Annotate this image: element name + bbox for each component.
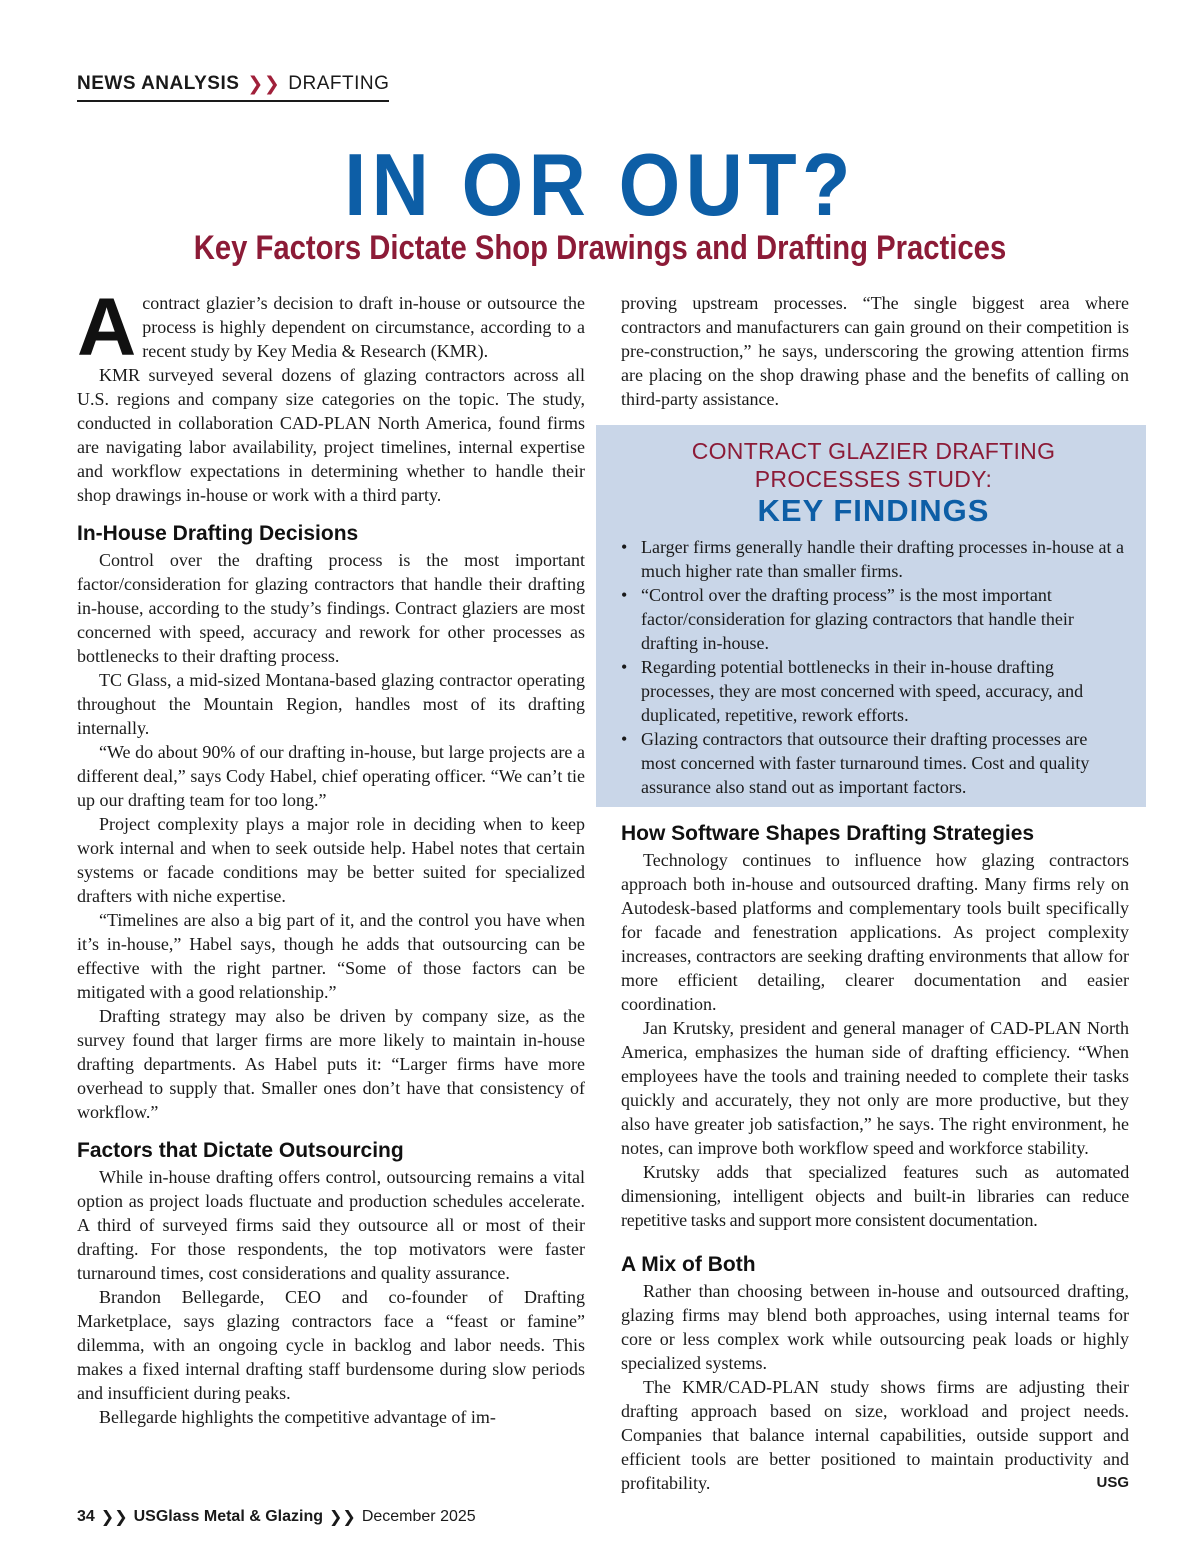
list-item: • Larger firms generally handle their drafting processes in-house at a much higher rate than smaller firms. <box>621 535 1126 583</box>
subheading-in-house: In-House Drafting Decisions <box>77 522 359 545</box>
subheading-outsourcing: Factors that Dictate Outsourcing <box>77 1139 404 1162</box>
body-paragraph: Technology continues to influence how glazing contractors approach both in-house and outsourced drafting. Many firms rely on Autodesk-based platforms and complementary tools built specifically for facade and fenestration applications. As project complexity increases, contractors are seeking drafting environments that allow for more efficient detailing, clearer documentation and easier coordination. <box>621 850 1129 1014</box>
double-chevron-icon: ❯❯ <box>100 1509 128 1526</box>
page-number: 34 <box>77 1508 95 1525</box>
author-signature: USG <box>1096 1474 1129 1491</box>
sidebar-kicker: CONTRACT GLAZIER DRAFTING PROCESSES STUDY: <box>691 438 1056 492</box>
body-paragraph: Project complexity plays a major role in deciding when to keep work internal and when to seek outside help. Habel notes that certain systems or facade conditions may be better suited for specialized drafters with niche expertise. <box>77 814 585 906</box>
body-paragraph: Brandon Bellegarde, CEO and co-founder of Drafting Marketplace, says glazing contractors face a “feast or famine” dilemma, with an ongoing cycle in backlog and labor needs. This makes a fixed internal drafting staff burdensome during slow periods and insufficient during peaks. <box>77 1287 585 1403</box>
subheading-software: How Software Shapes Drafting Strategies <box>621 822 1035 845</box>
body-paragraph: KMR surveyed several dozens of glazing contractors across all U.S. regions and company size categories on the topic. The study, conducted in collaboration CAD-PLAN North America, found firms are navigating labor availability, project timelines, internal expertise and workflow expectations in determining whether to handle their shop drawings in-house or work with a third party. <box>77 365 585 505</box>
body-paragraph: proving upstream processes. “The single biggest area where contractors and manufacturers can gain ground on their competition is pre-construction,” he says, underscoring the growing attention firms are placing on the shop drawing phase and the benefits of calling on third-party assistance. <box>621 293 1129 409</box>
list-item: • Regarding potential bottlenecks in their in-house drafting processes, they are most concerned with speed, accuracy, and duplicated, repetitive, rework efforts. <box>621 655 1126 727</box>
section-kicker <box>77 70 389 102</box>
section-label: NEWS ANALYSIS <box>77 73 240 94</box>
double-chevron-icon: ❯❯ <box>247 73 281 95</box>
body-paragraph: Control over the drafting process is the most important factor/consideration for glazing contractors that handle their drafting in-house, according to the study’s findings. Contract glaziers are most concerned with speed, accuracy and rework for other processes as bottlenecks to their drafting process. <box>77 550 585 666</box>
drop-cap: A <box>77 282 137 373</box>
intro-paragraph: Acontract glazier’s decision to draft in-house or outsource the process is highly dependent on circumstance, according to a recent study by Key Media & Research (KMR). <box>77 282 585 373</box>
sidebar-title: KEY FINDINGS <box>757 493 990 528</box>
subheading-mix: A Mix of Both <box>621 1253 756 1276</box>
body-paragraph: TC Glass, a mid-sized Montana-based glazing contractor operating throughout the Mountain Region, handles most of its drafting internally. <box>77 670 585 738</box>
key-findings-sidebar <box>596 425 1146 807</box>
body-paragraph: While in-house drafting offers control, outsourcing remains a vital option as project loads fluctuate and production schedules accelerate. A third of surveyed firms said they outsource all or most of their drafting. For those respondents, the top motivators were faster turnaround times, cost considerations and quality assurance. <box>77 1167 585 1283</box>
body-paragraph: “Timelines are also a big part of it, and the control you have when it’s in-house,” Habel says, though he adds that outsourcing can be effective with the right partner. “Some of those factors can be mitigated with a good relationship.” <box>77 910 585 1002</box>
body-paragraph: Bellegarde highlights the competitive advantage of im- <box>99 1407 496 1427</box>
body-paragraph: Rather than choosing between in-house and outsourced drafting, glazing firms may blend both approaches, using internal teams for core or less complex work while outsourcing peak loads or highly specialized systems. <box>621 1281 1129 1373</box>
subsection-label: DRAFTING <box>288 73 390 94</box>
list-item: • “Control over the drafting process” is the most important factor/consideration for glazing contractors that handle their drafting in-house. <box>621 583 1126 655</box>
article-deck: Key Factors Dictate Shop Drawings and Drafting Practices <box>193 229 1007 267</box>
issue-date: December 2025 <box>361 1508 476 1525</box>
left-column <box>77 282 585 1429</box>
page-footer <box>77 1507 476 1527</box>
body-paragraph: Krutsky adds that specialized features such as automated dimensioning, intelligent objects and built-in libraries can reduce repetitive tasks and support more consistent documentation. <box>621 1162 1129 1230</box>
double-chevron-icon: ❯❯ <box>329 1509 356 1526</box>
body-paragraph: Drafting strategy may also be driven by company size, as the survey found that larger firms are more likely to maintain in-house drafting departments. As Habel puts it: “Larger firms have more overhead to supply that. Smaller ones don’t have that consistency of workflow.” <box>77 1006 585 1122</box>
body-paragraph: The KMR/CAD-PLAN study shows firms are adjusting their drafting approach based on size, workload and project needs. Companies that balance internal capabilities, outside support and efficient tools are better positioned to maintain productivity and profitability. USG <box>621 1377 1129 1493</box>
article-headline: IN OR OUT? <box>344 135 856 234</box>
body-paragraph: “We do about 90% of our drafting in-house, but large projects are a different deal,” says Cody Habel, chief operating officer. “We can’t tie up our drafting team for too long.” <box>77 742 585 810</box>
publication-name: USGlass Metal & Glazing <box>133 1508 323 1525</box>
list-item: • Glazing contractors that outsource their drafting processes are most concerned with faster turnaround times. Cost and quality assurance also stand out as important factors. <box>621 727 1126 799</box>
body-paragraph: Jan Krutsky, president and general manager of CAD-PLAN North America, emphasizes the human side of drafting efficiency. “When employees have the tools and training needed to complete their tasks quickly and accurately, they not only are more productive, but they also have greater job satisfaction,” he says. The right environment, he notes, can improve both workflow speed and workforce stability. <box>621 1018 1129 1158</box>
findings-list <box>621 535 1126 799</box>
right-column <box>621 291 1129 1495</box>
